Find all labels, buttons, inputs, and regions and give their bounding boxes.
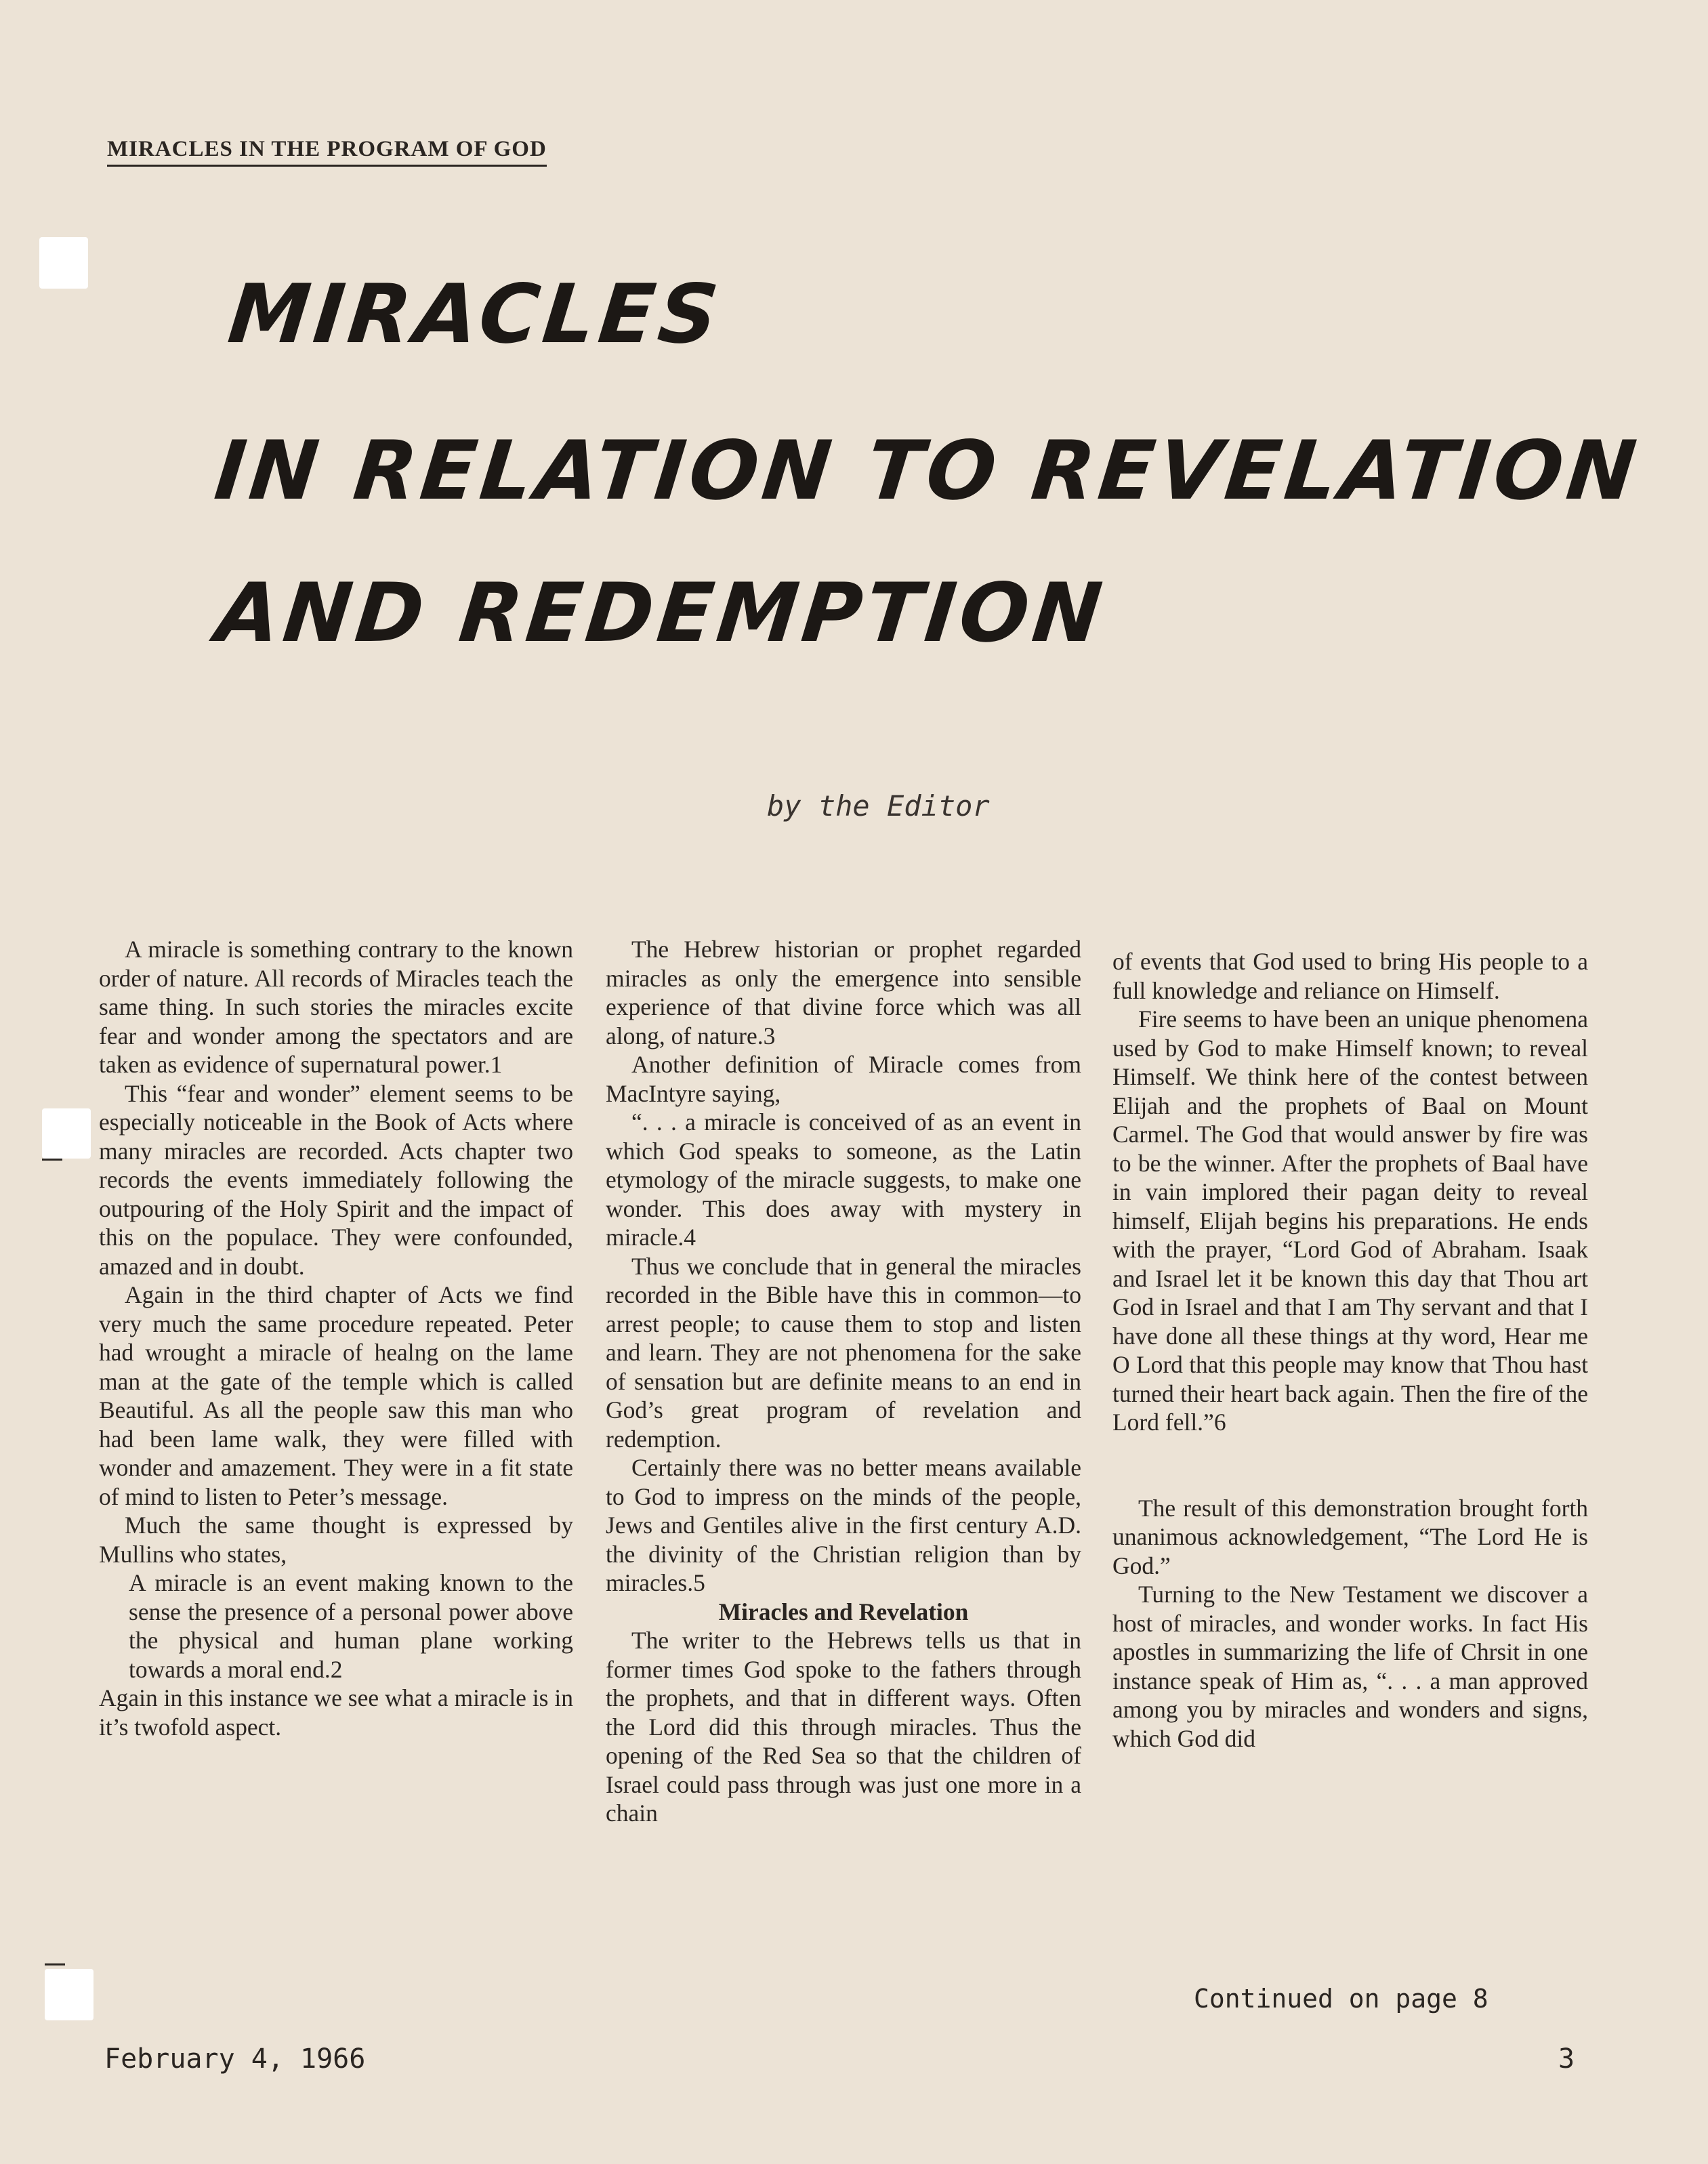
paragraph: The writer to the Hebrews tells us that in former times God spoke to the fathers through the prophets, and that in different ways. Often the Lord did this through miracles. Thus the opening of the Red Sea so that the children of Israel could pass through was just one more in a chain	[606, 1627, 1081, 1827]
paragraph: Turning to the New Testament we discover a host of miracles, and wonder works. In fact His apostles in summarizing the life of Chrsit in one instance speak of Him as, “. . . a man approved among you by miracles and wonders and signs, which God did	[1112, 1581, 1588, 1752]
paragraph: Another definition of Miracle comes from MacIntyre saying,	[606, 1051, 1081, 1107]
article-title-line-3: AND REDEMPTION	[211, 566, 1110, 661]
footer-date: February 4, 1966	[104, 2043, 366, 2075]
continued-note: Continued on page 8	[1194, 1984, 1488, 2014]
article-column-1	[99, 935, 573, 1741]
article-column-2	[606, 935, 1081, 1828]
running-head: MIRACLES IN THE PROGRAM OF GOD	[107, 137, 547, 167]
section-subheading: Miracles and Revelation	[718, 1598, 969, 1625]
page-number: 3	[1558, 2043, 1575, 2075]
paragraph: Again in the third chapter of Acts we find very much the same procedure repeated. Peter had wrought a miracle of healng on the lame man at the gate of the temple which is called Beautiful. As all the people saw this man who had been lame walk, they were filled with wonder and amazement. They were in a fit state of mind to listen to Peter’s message.	[99, 1281, 573, 1510]
paragraph: Fire seems to have been an unique phenomena used by God to make Himself known; to reveal Himself. We think here of the contest between Elijah and the prophets of Baal on Mount Carmel. The God that would answer by fire was to be the winner. After the prophets of Baal have in vain implored their pagan deity to reveal himself, Elijah begins his preparations. He ends with the prayer, “Lord God of Abraham. Isaak and Israel let it be known this day that Thou art God in Israel and that I am Thy servant and that I have done all these things at thy word, Hear me O Lord that this people may know that Thou hast turned their heart back again. Then the fire of the Lord fell.”6	[1112, 1005, 1588, 1436]
byline: by the Editor	[767, 789, 990, 823]
article-column-3	[1112, 947, 1588, 1753]
punch-hole-middle	[42, 1108, 91, 1159]
punch-hole-top	[39, 237, 88, 289]
paragraph: Thus we conclude that in general the miracles recorded in the Bible have this in common—to arrest people; to cause them to stop and listen and learn. They are not phenomena for the sake of sensation but are definite means to an end in God’s great program of revelation and redemption.	[606, 1252, 1081, 1453]
paragraph: of events that God used to bring His people to a full knowledge and reliance on Himself.	[1112, 948, 1588, 1004]
block-quote: “. . . a miracle is conceived of as an event in which God speaks to someone, as the Latin etymology of the miracle suggests, to make one wonder. This does away with mystery in miracle.4	[606, 1108, 1081, 1251]
article-title-line-2: IN RELATION TO REVELATION	[210, 424, 1644, 518]
punch-hole-bottom	[45, 1969, 93, 2020]
paragraph: Much the same thought is expressed by Mullins who states,	[99, 1512, 573, 1568]
margin-mark	[42, 1159, 62, 1161]
article-title-line-1: MIRACLES	[224, 268, 726, 362]
block-quote: A miracle is an event making known to the sense the presence of a personal power above the physical and human plane working towards a moral end.2	[129, 1569, 573, 1683]
spacer	[1112, 1437, 1588, 1494]
paragraph: Certainly there was no better means available to God to impress on the minds of the people, Jews and Gentiles alive in the first century A.D. the divinity of the Christian religion than by miracles.5	[606, 1454, 1081, 1596]
paragraph: A miracle is something contrary to the known order of nature. All records of Miracles teach the same thing. In such stories the miracles excite fear and wonder among the spectators and are taken as evidence of supernatural power.1	[99, 936, 573, 1078]
paragraph: Again in this instance we see what a miracle is in it’s twofold aspect.	[99, 1684, 573, 1741]
paragraph: The result of this demonstration brought forth unanimous acknowledgement, “The Lord He is God.”	[1112, 1494, 1588, 1579]
paragraph: The Hebrew historian or prophet regarded miracles as only the emergence into sensible experience of that divine force which was all along, of nature.3	[606, 936, 1081, 1049]
margin-mark	[45, 1963, 65, 1965]
paragraph: This “fear and wonder” element seems to be especially noticeable in the Book of Acts where many miracles are recorded. Acts chapter two records the events immediately following the outpouring of the Holy Spirit and the impact of this on the populace. They were confounded, amazed and in doubt.	[99, 1079, 573, 1280]
